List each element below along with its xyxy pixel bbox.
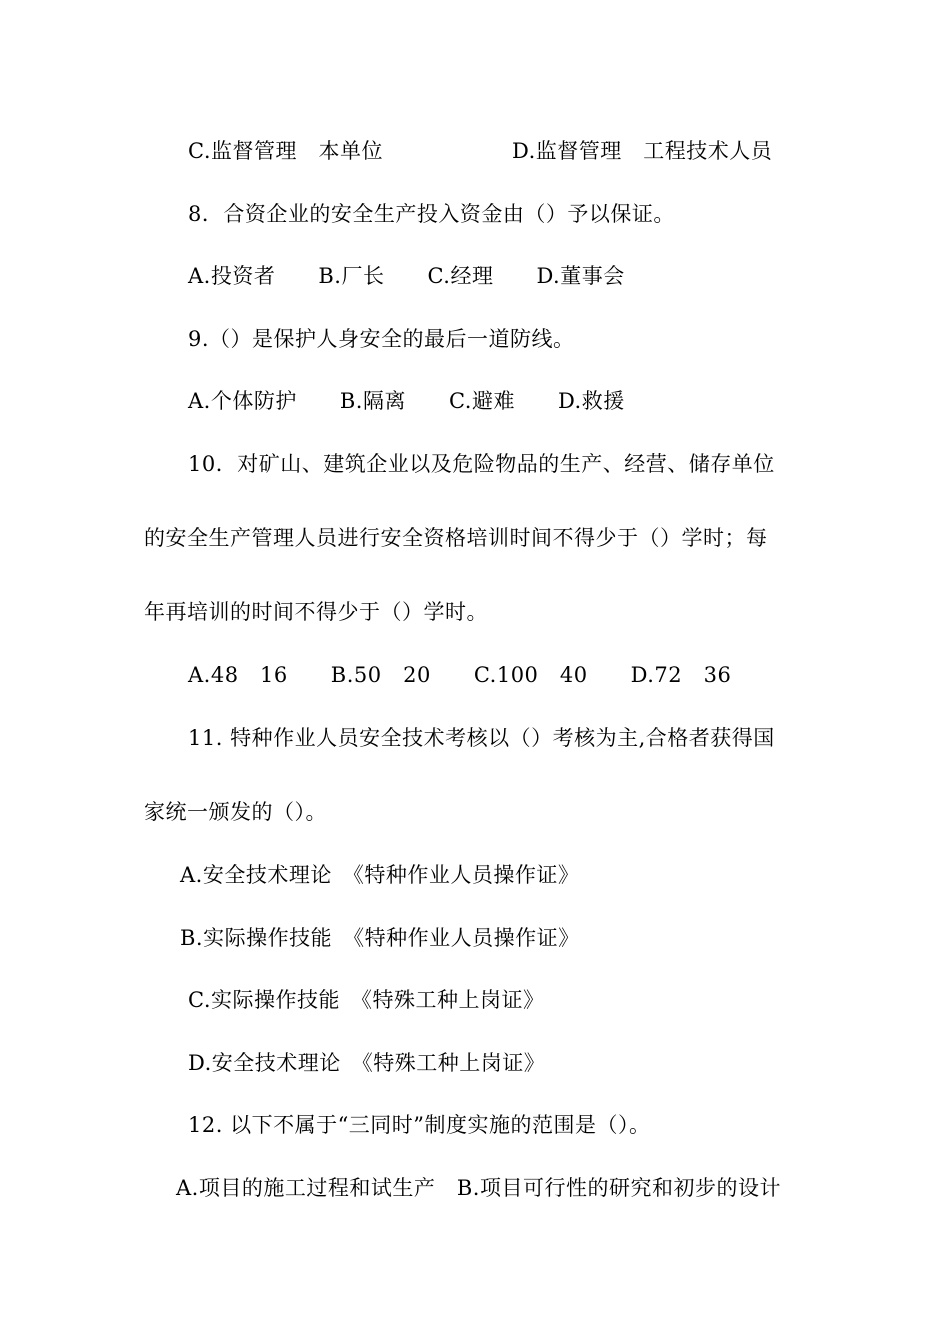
q11-question-line2: 家统一颁发的（）。 (144, 800, 327, 824)
q11-option-d: D.安全技术理论 《特殊工种上岗证》 (188, 1051, 546, 1075)
q9-options: A.个体防护 B.隔离 C.避难 D.救援 (188, 389, 625, 413)
q11-option-b: B.实际操作技能 《特种作业人员操作证》 (180, 926, 580, 950)
q11-option-c: C.实际操作技能 《特殊工种上岗证》 (188, 988, 545, 1012)
q12-options-ab: A.项目的施工过程和试生产 B.项目可行性的研究和初步的设计 (176, 1176, 781, 1200)
q10-question-line3: 年再培训的时间不得少于（）学时。 (144, 600, 488, 624)
q7-options-cd: C.监督管理 本单位 D.监督管理 工程技术人员 (188, 139, 773, 163)
q10-question-line2: 的安全生产管理人员进行安全资格培训时间不得少于（）学时；每 (144, 526, 768, 550)
q8-options: A.投资者 B.厂长 C.经理 D.董事会 (188, 264, 625, 288)
q10-question-line1: 10．对矿山、建筑企业以及危险物品的生产、经营、储存单位 (188, 452, 775, 476)
q12-question: 12. 以下不属于“三同时”制度实施的范围是（）。 (188, 1113, 651, 1137)
q8-question: 8．合资企业的安全生产投入资金由（）予以保证。 (188, 202, 675, 226)
q10-options: A.48 16 B.50 20 C.100 40 D.72 36 (188, 663, 732, 687)
q11-question-line1: 11. 特种作业人员安全技术考核以（）考核为主,合格者获得国 (188, 726, 775, 750)
q9-question: 9.（）是保护人身安全的最后一道防线。 (188, 327, 575, 351)
q11-option-a: A.安全技术理论 《特种作业人员操作证》 (180, 863, 580, 887)
